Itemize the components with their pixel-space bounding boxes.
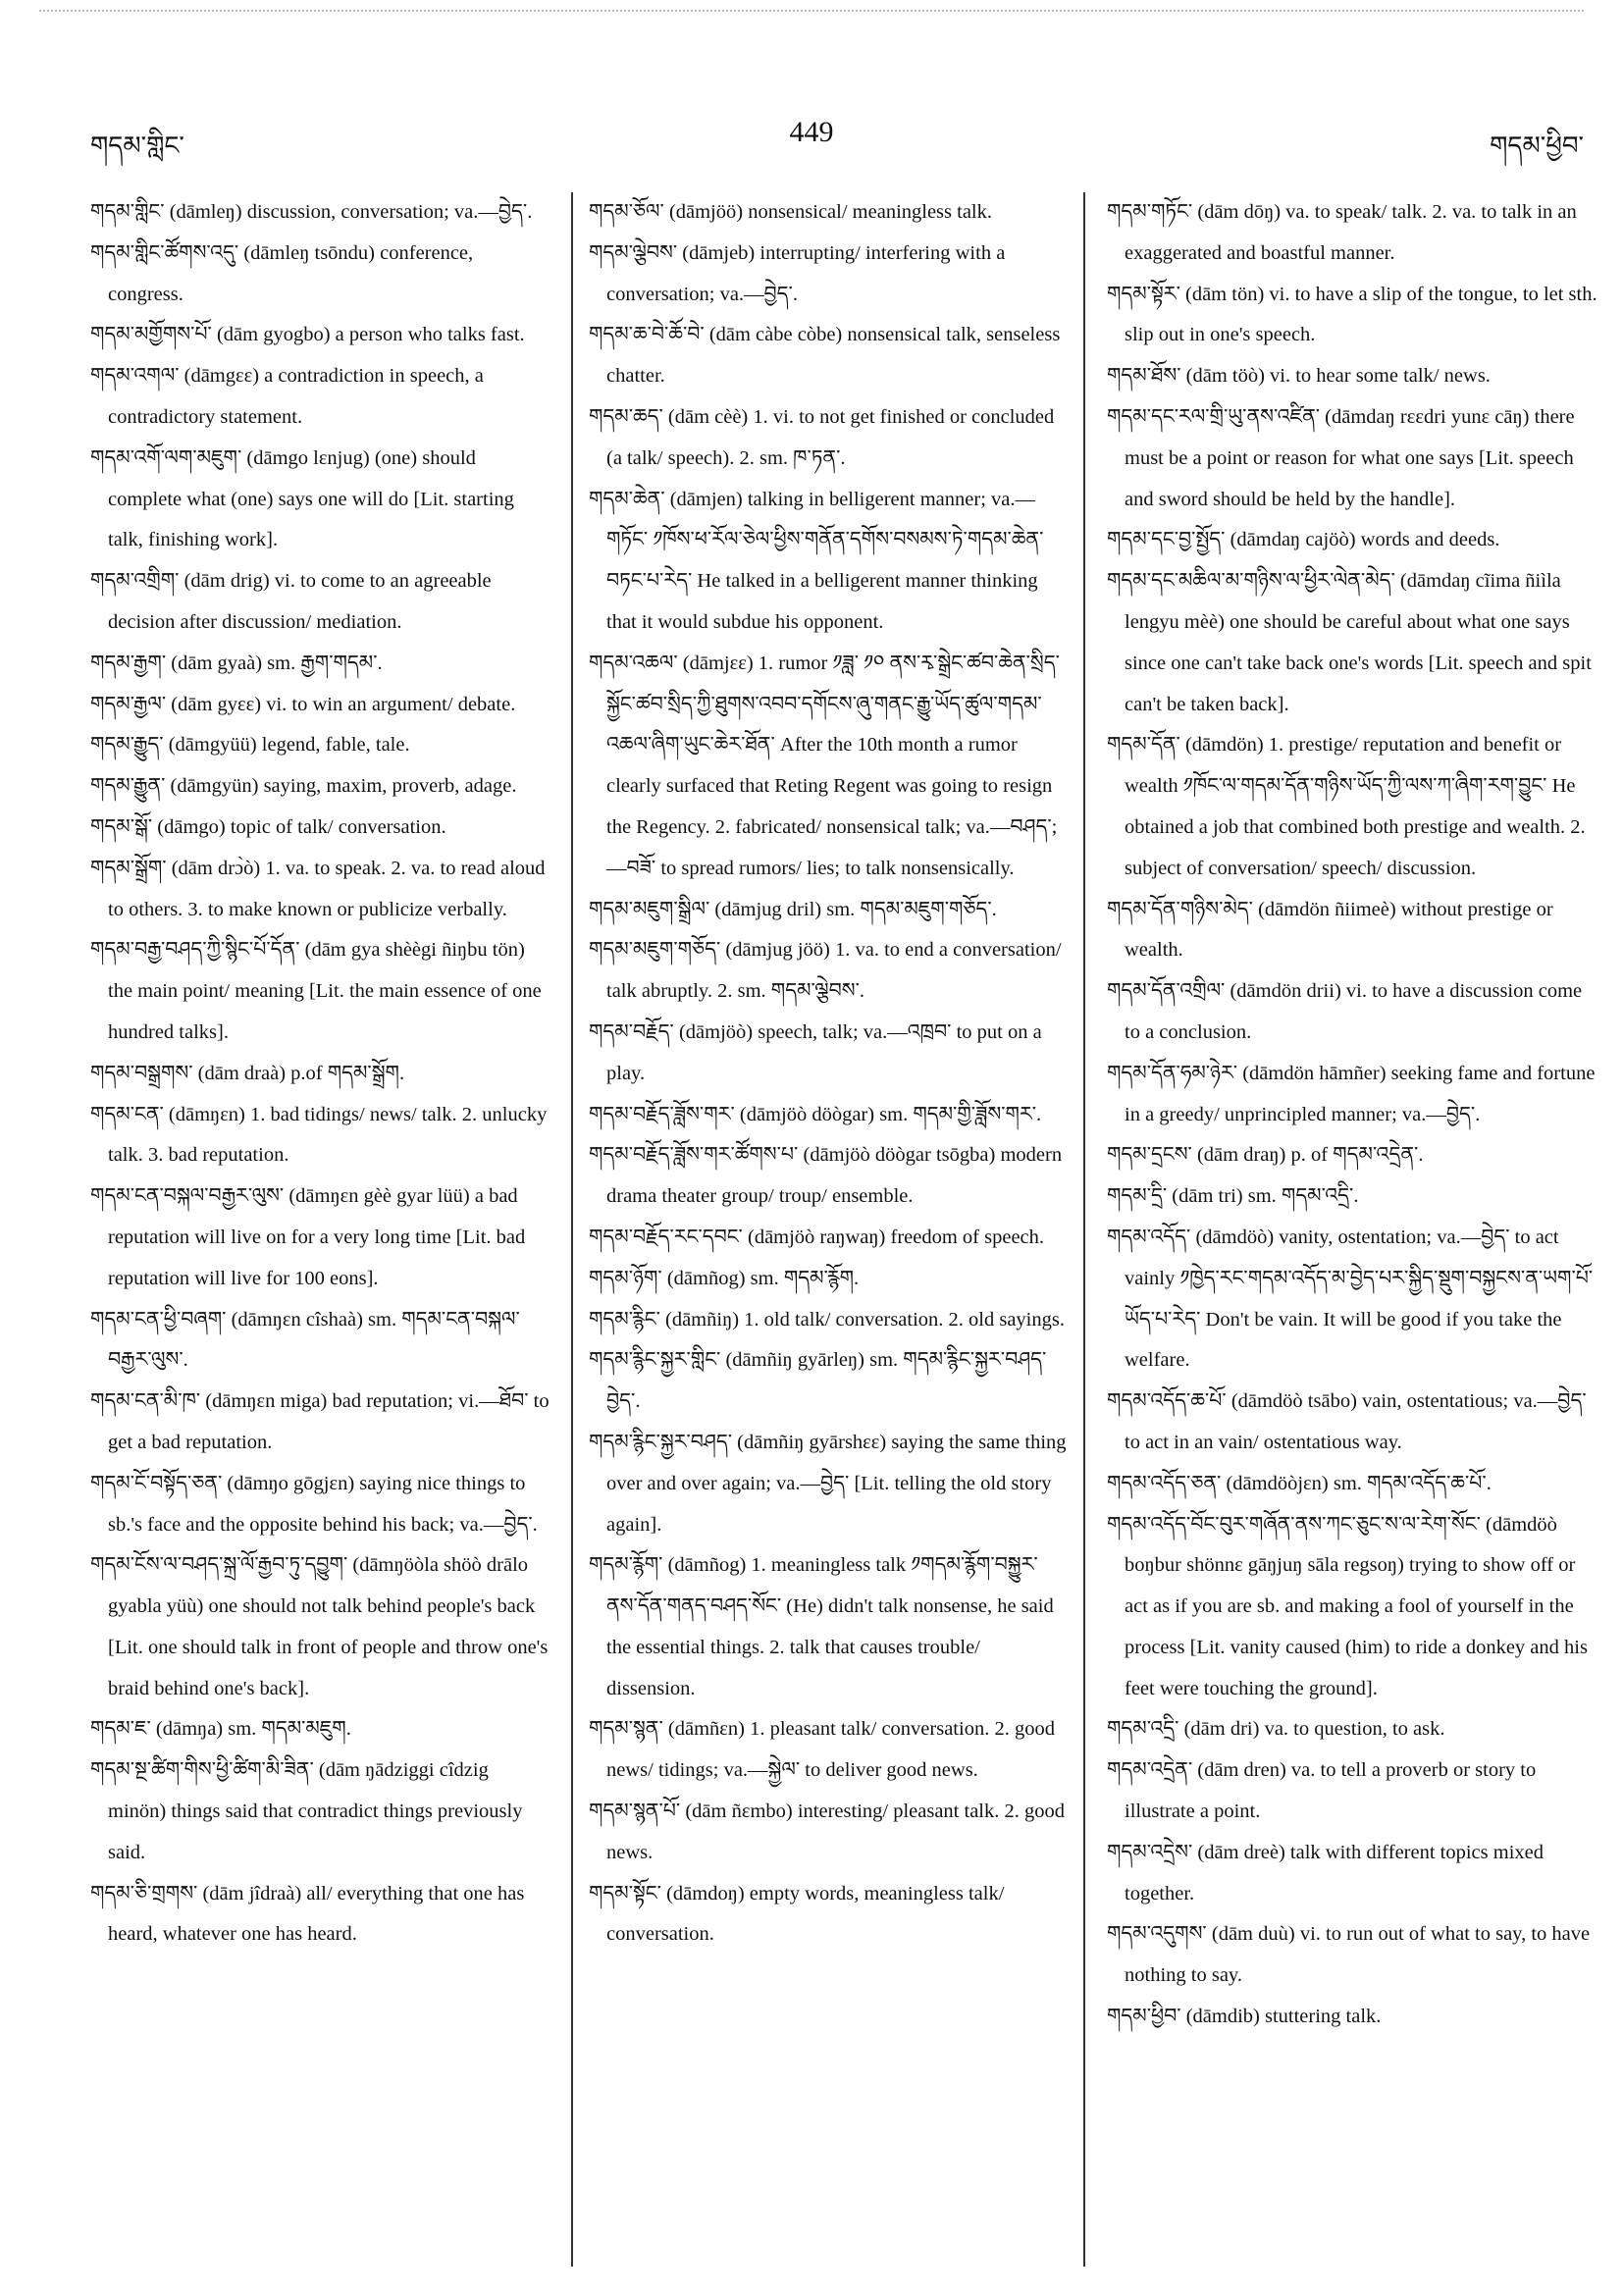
dictionary-entry: གདམ་འདོད་ཆ་པོ་ (dāmdöò tsābo) vain, ostentatious; va.—བྱེད་ to act in an vain/ ostentatious way. bbox=[1107, 1390, 1587, 1453]
dictionary-entry: གདམ་དང་བྱ་སྤྱོད་ (dāmdaŋ cajöò) words and deeds. bbox=[1107, 529, 1500, 551]
dictionary-entry: གདམ་ངན་ (dāmŋεn) 1. bad tidings/ news/ talk. 2. unlucky talk. 3. bad reputation. bbox=[90, 1103, 548, 1167]
dictionary-entry: གདམ་སྒྲོག་ (dām drɔ̀ò) 1. va. to speak. 2. va. to read aloud to others. 3. to make known or publicize verbally. bbox=[90, 857, 546, 920]
column-divider bbox=[1083, 192, 1085, 2267]
dictionary-entry: གདམ་ཇ་ (dāmŋa) sm. གདམ་མཇུག. bbox=[90, 1718, 351, 1741]
column-2 bbox=[589, 192, 1068, 1956]
dictionary-entry: གདམ་རྙིང་སྐྱར་གླིང་ (dāmñiŋ gyārleŋ) sm. གདམ་རྙིང་སྐྱར་བཤད་བྱེད་. bbox=[589, 1349, 1047, 1413]
dictionary-entry: གདམ་འདོད་ཅན་ (dāmdöòjεn) sm. གདམ་འདོད་ཆ་པོ་. bbox=[1107, 1472, 1492, 1494]
dictionary-entry: གདམ་མགྱོགས་པོ་ (dām gyogbo) a person who talks fast. bbox=[90, 324, 525, 346]
dictionary-entry: གདམ་འདུགས་ (dām duù) vi. to run out of what to say, to have nothing to say. bbox=[1107, 1923, 1591, 1987]
dictionary-entry: གདམ་འདྲེན་ (dām dren) va. to tell a proverb or story to illustrate a point. bbox=[1107, 1759, 1537, 1823]
dictionary-entry: གདམ་ཅི་གྲགས་ (dām jîdraà) all/ everything that one has heard, whatever one has heard. bbox=[90, 1882, 525, 1946]
dictionary-entry: གདམ་ཆེན་ (dāmjen) talking in belligerent manner; va.—གཏོང་ ༡ཁོས་ཕ་རོལ་ཅེལ་ཕྱིས་གནོན་དགོས་བསམས་ཏེ་གདམ་ཆེན་བཏང་པ་རེད་ He talked in a belligerent manner thinking that it would subdue his opponent. bbox=[589, 488, 1044, 633]
dictionary-entry: གདམ་བརྒྱ་བཤད་ཀྱི་སྙིང་པོ་དོན་ (dām gya shèègi ñiŋbu tön) the main point/ meaning [Lit. the main essence of one hundred talks]. bbox=[90, 939, 542, 1043]
dictionary-entry: གདམ་ངོ་བསྟོད་ཅན་ (dāmŋo gōgjεn) saying nice things to sb.'s face and the opposite behind his back; va.—བྱེད་. bbox=[90, 1472, 538, 1536]
dictionary-entry: གདམ་རྒྱལ་ (dām gyεε) vi. to win an argument/ debate. bbox=[90, 693, 516, 715]
dictionary-entry: གདམ་བརྗོད་རང་དབང་ (dāmjöò raŋwaŋ) freedom of speech. bbox=[589, 1226, 1045, 1248]
dictionary-entry: གདམ་ངན་བསྐལ་བརྒྱར་ལུས་ (dāmŋεn gèè gyar lüü) a bad reputation will live on for a very long time [Lit. bad reputation will live for 100 eons]. bbox=[90, 1185, 526, 1289]
dictionary-entry: གདམ་སྙན་པོ་ (dām ñεmbo) interesting/ pleasant talk. 2. good news. bbox=[589, 1800, 1065, 1863]
dictionary-entry: གདམ་སྒོ་ (dāmgo) topic of talk/ conversation. bbox=[90, 815, 446, 838]
dictionary-entry: གདམ་དོན་ཧམ་ཉེར་ (dāmdön hāmñer) seeking fame and fortune in a greedy/ unprincipled manner; va.—བྱེད་. bbox=[1107, 1062, 1596, 1125]
dictionary-entry: གདམ་འགལ་ (dāmgεε) a contradiction in speech, a contradictory statement. bbox=[90, 365, 484, 428]
dictionary-entry: གདམ་རྒྱག་ (dām gyaà) sm. རྒྱག་གདམ་. bbox=[90, 652, 383, 674]
left-guideword: གདམ་གླིང་ bbox=[90, 131, 184, 160]
dictionary-entry: གདམ་བརྗོད་ཟློས་གར་ཚོགས་པ་ (dāmjöò döògar tsōgba) modern drama theater group/ troup/ ensemble. bbox=[589, 1144, 1063, 1208]
dictionary-entry: གདམ་རྙིང་ (dāmñiŋ) 1. old talk/ conversation. 2. old sayings. bbox=[589, 1308, 1065, 1331]
dictionary-entry: གདམ་དོན་ (dāmdön) 1. prestige/ reputation and benefit or wealth ༡ཁོང་ལ་གདམ་དོན་གཉིས་ཡོད་ཀྱི་ལས་ཀ་ཞིག་རག་བྱུང་ He obtained a job that combined both prestige and wealth. 2. subject of conversation/ speech/ discussion. bbox=[1107, 734, 1586, 879]
right-guideword: གདམ་ཕྱིབ་ bbox=[1490, 131, 1584, 160]
dictionary-entry: གདམ་ངན་ཕྱི་བཞག་ (dāmŋεn cîshaà) sm. གདམ་ངན་བསྐལ་བརྒྱར་ལུས་. bbox=[90, 1308, 520, 1372]
dictionary-entry: གདམ་ཆ་བེ་ཆོ་བེ་ (dām càbe còbe) nonsensical talk, senseless chatter. bbox=[589, 324, 1061, 388]
dictionary-entry: གདམ་སྔ་ཚིག་གིས་ཕྱི་ཚིག་མི་ཟིན་ (dām ŋādziggi cîdzig minön) things said that contradict things previously said. bbox=[90, 1759, 523, 1863]
dictionary-entry: གདམ་བརྗོད་ཟློས་གར་ (dāmjöò döògar) sm. གདམ་གྱི་ཟློས་གར་. bbox=[589, 1103, 1042, 1125]
dictionary-entry: གདམ་བརྗོད་ (dāmjöò) speech, talk; va.—འཁྲབ་ to put on a play. bbox=[589, 1020, 1042, 1084]
dictionary-entry: གདམ་ལྕེབས་ (dāmjeb) interrupting/ interfering with a conversation; va.—བྱེད་. bbox=[589, 241, 1006, 305]
dictionary-entry: གདམ་མཇུག་གཅོད་ (dāmjug jöö) 1. va. to end a conversation/ talk abruptly. 2. sm. གདམ་ལྕེབས་. bbox=[589, 939, 1062, 1003]
dictionary-entry: གདམ་འདྲེས་ (dām dreè) talk with different topics mixed together. bbox=[1107, 1841, 1544, 1905]
dictionary-entry: གདམ་རྙོག་ (dāmñog) 1. meaningless talk ༡གདམ་རྙོག་བསྐྱུར་ནས་དོན་གནད་བཤད་སོང་ (He) didn't talk nonsense, he said the essential things. 2. talk that causes trouble/ dissension. bbox=[589, 1554, 1054, 1699]
dictionary-entry: གདམ་ཆད་ (dām cèè) 1. vi. to not get finished or concluded (a talk/ speech). 2. sm. ཁ་ཏན་. bbox=[589, 405, 1055, 469]
dictionary-entry: གདམ་སྟོང་ (dāmdoŋ) empty words, meaningless talk/ conversation. bbox=[589, 1882, 1005, 1946]
dictionary-entry: གདམ་དང་མཆིལ་མ་གཉིས་ལ་ཕྱིར་ལེན་མེད་ (dāmdaŋ cĩima ñiìla lengyu mèè) one should be careful about what one says since one can't take back one's words [Lit. speech and spit can't be taken back]. bbox=[1107, 570, 1592, 715]
dictionary-entry: གདམ་ཅོལ་ (dāmjöö) nonsensical/ meaningless talk. bbox=[589, 201, 992, 223]
dictionary-entry: གདམ་གཏོང་ (dām dōŋ) va. to speak/ talk. 2. va. to talk in an exaggerated and boastful manner. bbox=[1107, 201, 1577, 264]
column-1 bbox=[90, 192, 551, 1956]
dictionary-entry: གདམ་ཉོག་ (dāmñog) sm. གདམ་རྙོག. bbox=[589, 1267, 860, 1289]
dictionary-entry: གདམ་སྟོར་ (dām tön) vi. to have a slip of the tongue, to let sth. slip out in one's speech. bbox=[1107, 283, 1597, 346]
page-number: 449 bbox=[789, 116, 834, 148]
column-divider bbox=[571, 192, 573, 2267]
dictionary-entry: གདམ་དོན་གཉིས་མེད་ (dāmdön ñiimeè) without prestige or wealth. bbox=[1107, 898, 1553, 962]
dictionary-entry: གདམ་དྲངས་ (dām draŋ) p. of གདམ་འདྲེན་. bbox=[1107, 1144, 1424, 1167]
dictionary-entry: གདམ་དང་རལ་གྲི་ཡུ་ནས་འཛིན་ (dāmdaŋ rεεdri yunε cāŋ) there must be a point or reason for what one says [Lit. speech and sword should be held by the handle]. bbox=[1107, 405, 1575, 510]
dictionary-entry: གདམ་ཕྱིབ་ (dāmdib) stuttering talk. bbox=[1107, 2006, 1382, 2028]
dictionary-entry: གདམ་སྙན་ (dāmñεn) 1. pleasant talk/ conversation. 2. good news/ tidings; va.—སྐྱེལ་ to deliver good news. bbox=[589, 1718, 1055, 1782]
dictionary-entry: གདམ་གླིང་ (dāmleŋ) discussion, conversation; va.—བྱེད་. bbox=[90, 201, 533, 223]
dictionary-entry: གདམ་མཇུག་སྒྲིལ་ (dāmjug dril) sm. གདམ་མཇུག་གཅོད་. bbox=[589, 898, 997, 920]
scan-top-edge bbox=[39, 10, 1584, 12]
dictionary-entry: གདམ་འདྲི་ (dām dri) va. to question, to ask. bbox=[1107, 1718, 1445, 1741]
column-3 bbox=[1107, 192, 1597, 2038]
dictionary-entry: གདམ་རྒྱུན་ (dāmgyün) saying, maxim, proverb, adage. bbox=[90, 775, 517, 798]
dictionary-entry: གདམ་འདོད་བོང་བུར་གཞོན་ནས་ཀང་ཅུང་ས་ལ་རེག་སོང་ (dāmdöò boŋbur shönnε gāŋjuŋ sāla regsoŋ) trying to show off or act as if you are sb. and making a fool of yourself in the process [Lit. vanity caused (him) to ride a donkey and his feet were touching the ground]. bbox=[1107, 1513, 1588, 1699]
dictionary-entry: གདམ་བསྒྲགས་ (dām draà) p.of གདམ་སྒྲོག. bbox=[90, 1062, 405, 1084]
dictionary-entry: གདམ་ཐོས་ (dām töò) vi. to hear some talk/ news. bbox=[1107, 365, 1491, 388]
dictionary-entry: གདམ་འདོད་ (dāmdöò) vanity, ostentation; va.—བྱེད་ to act vainly ༡ཁྱེད་རང་གདམ་འདོད་མ་བྱེད་པར་སྐྱིད་སྡུག་བསྐྱངས་ན་ཡག་པོ་ཡོད་པ་རེད་ Don't be vain. It will be good if you take the welfare. bbox=[1107, 1226, 1594, 1372]
dictionary-entry: གདམ་ངན་མི་ཁ་ (dāmŋεn miga) bad reputation; vi.—ཐོབ་ to get a bad reputation. bbox=[90, 1390, 550, 1453]
dictionary-entry: གདམ་རྙིང་སྐྱར་བཤད་ (dāmñiŋ gyārshεε) saying the same thing over and over again; va.—བྱེད་ [Lit. telling the old story again]. bbox=[589, 1431, 1067, 1536]
dictionary-entry: གདམ་རྒྱུད་ (dāmgyüü) legend, fable, tale. bbox=[90, 734, 410, 757]
dictionary-entry: གདམ་དོན་འགྲིལ་ (dāmdön drii) vi. to have a discussion come to a conclusion. bbox=[1107, 980, 1583, 1043]
dictionary-entry: གདམ་འཆལ་ (dāmjεε) 1. rumor ༡ཟླ་ ༡༠ ནས་རྭ་སྒྲེང་ཚབ་ཆེན་སྲིད་སྐྱོང་ཚབ་སྲིད་ཀྱི་ཐུགས་འབབ་དགོངས་ཞུ་གནང་རྒྱུ་ཡོད་ཚུལ་གདམ་འཆལ་ཞིག་ཡུང་ཆེར་ཐོན་ After the 10th month a rumor clearly surfaced that Reting Regent was going to resign the Regency. 2. fabricated/ nonsensical talk; va.—བཤད་; —བཟོ་ to spread rumors/ lies; to talk nonsensically. bbox=[589, 652, 1060, 879]
dictionary-entry: གདམ་ངོས་ལ་བཤད་སྐྲ་ལོ་རྒྱབ་ཏུ་དབྱུག་ (dāmŋöòla shöò drālo gyabla yüù) one should not talk behind people's back [Lit. one should talk in front of people and throw one's braid behind one's back]. bbox=[90, 1554, 549, 1699]
dictionary-entry: གདམ་འགྲིག་ (dām drig) vi. to come to an agreeable decision after discussion/ mediation. bbox=[90, 570, 492, 633]
dictionary-entry: གདམ་དྲི་ (dām tri) sm. གདམ་འདྲི་. bbox=[1107, 1185, 1359, 1208]
dictionary-entry: གདམ་གླིང་ཚོགས་འདུ་ (dāmleŋ tsōndu) conference, congress. bbox=[90, 241, 474, 305]
dictionary-entry: གདམ་འགོ་ལག་མཇུག་ (dāmgo lεnjug) (one) should complete what (one) says one will do [Lit. starting talk, finishing work]. bbox=[90, 446, 514, 551]
